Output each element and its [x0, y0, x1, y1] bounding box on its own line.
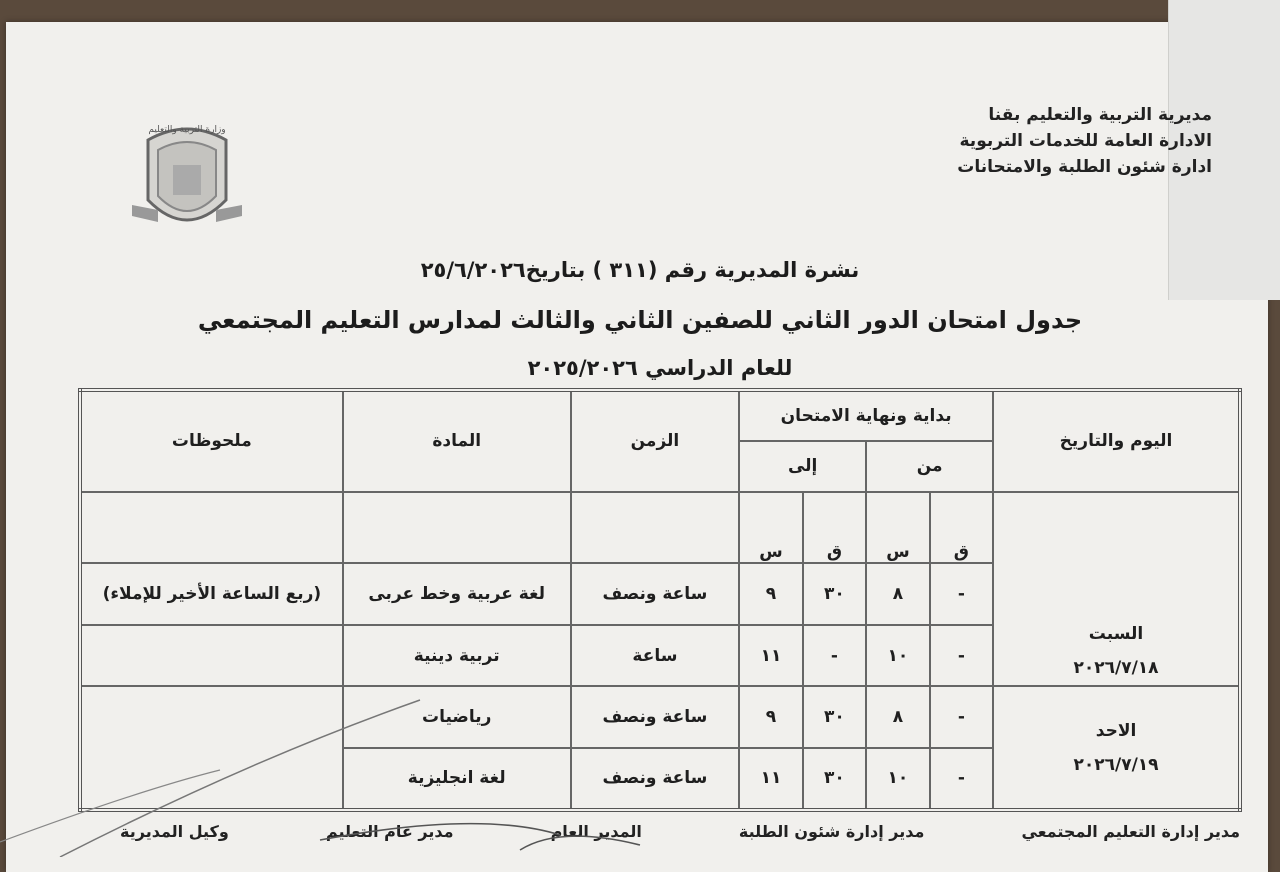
- issuer-line-2: الادارة العامة للخدمات التربوية: [959, 131, 1212, 151]
- empty-cell: [571, 492, 740, 564]
- header-notes: ملحوظات: [80, 390, 343, 492]
- header-to: إلى: [739, 441, 866, 492]
- subject-cell: لغة عربية وخط عربى: [343, 563, 571, 624]
- from-minute: -: [930, 748, 993, 810]
- empty-cell: [343, 492, 571, 564]
- day-date: ٢٠٢٦/٧/١٨: [1073, 658, 1159, 679]
- seal-caption: وزارة التربية والتعليم: [148, 125, 226, 135]
- note-cell: [80, 625, 343, 686]
- from-hour: ١٠: [866, 748, 930, 810]
- from-minute: -: [930, 563, 993, 624]
- day-name: السبت: [1088, 624, 1144, 645]
- to-minute: ٣٠: [803, 748, 866, 810]
- issuer-line-3: ادارة شئون الطلبة والامتحانات: [957, 157, 1212, 177]
- signatory-student-affairs: مدير إدارة شئون الطلبة: [738, 822, 925, 841]
- signatory-education-director: مدير عام التعليم: [325, 822, 454, 841]
- to-minute: ٣٠: [803, 686, 866, 747]
- duration-cell: ساعة ونصف: [571, 686, 740, 747]
- subject-cell: رياضيات: [343, 686, 571, 747]
- unit-minute: ق: [803, 492, 866, 564]
- to-hour: ١١: [739, 625, 803, 686]
- unit-minute: ق: [930, 492, 993, 564]
- unit-hour: س: [866, 492, 930, 564]
- signature-line: [120, 822, 1240, 841]
- from-hour: ٨: [866, 563, 930, 624]
- bulletin-title: نشرة المديرية رقم (٣١١ ) بتاريخ٢٥/٦/٢٠٢٦: [420, 258, 860, 282]
- to-hour: ٩: [739, 686, 803, 747]
- day-date: ٢٠٢٦/٧/١٩: [1073, 754, 1159, 775]
- header-duration: الزمن: [571, 390, 740, 492]
- subject-cell: تربية دينية: [343, 625, 571, 686]
- note-cell: [80, 686, 343, 810]
- day-cell: [993, 686, 1240, 810]
- from-minute: -: [930, 686, 993, 747]
- issuer-line-1: مديرية التربية والتعليم بقنا: [988, 105, 1212, 125]
- header-from: من: [866, 441, 993, 492]
- signatory-community-education: مدير إدارة التعليم المجتمعي: [1021, 822, 1240, 841]
- subject-cell: لغة انجليزية: [343, 748, 571, 810]
- ministry-seal-icon: [128, 110, 246, 250]
- from-hour: ٨: [866, 686, 930, 747]
- day-name: الاحد: [1095, 720, 1137, 741]
- day-cell: [993, 492, 1240, 687]
- to-hour: ١١: [739, 748, 803, 810]
- signatory-deputy: وكيل المديرية: [120, 822, 229, 841]
- header-subject: المادة: [343, 390, 571, 492]
- exam-schedule-table: [78, 388, 1242, 812]
- duration-cell: ساعة: [571, 625, 740, 686]
- duration-cell: ساعة ونصف: [571, 748, 740, 810]
- from-hour: ١٠: [866, 625, 930, 686]
- duration-cell: ساعة ونصف: [571, 563, 740, 624]
- to-minute: -: [803, 625, 866, 686]
- header-start-end: بداية ونهاية الامتحان: [739, 390, 993, 441]
- table-row: [80, 686, 1240, 747]
- year-title: للعام الدراسي ٢٠٢٥/٢٠٢٦: [527, 356, 793, 380]
- main-title: جدول امتحان الدور الثاني للصفين الثاني والثالث لمدارس التعليم المجتمعي: [197, 306, 1083, 334]
- note-cell: (ربع الساعة الأخير للإملاء): [80, 563, 343, 624]
- from-minute: -: [930, 625, 993, 686]
- signatory-general-director: المدير العام: [550, 822, 642, 841]
- to-minute: ٣٠: [803, 563, 866, 624]
- to-hour: ٩: [739, 563, 803, 624]
- empty-cell: [80, 492, 343, 564]
- unit-hour: س: [739, 492, 803, 564]
- header-day-date: اليوم والتاريخ: [993, 390, 1240, 492]
- issuer-header: [852, 102, 1212, 180]
